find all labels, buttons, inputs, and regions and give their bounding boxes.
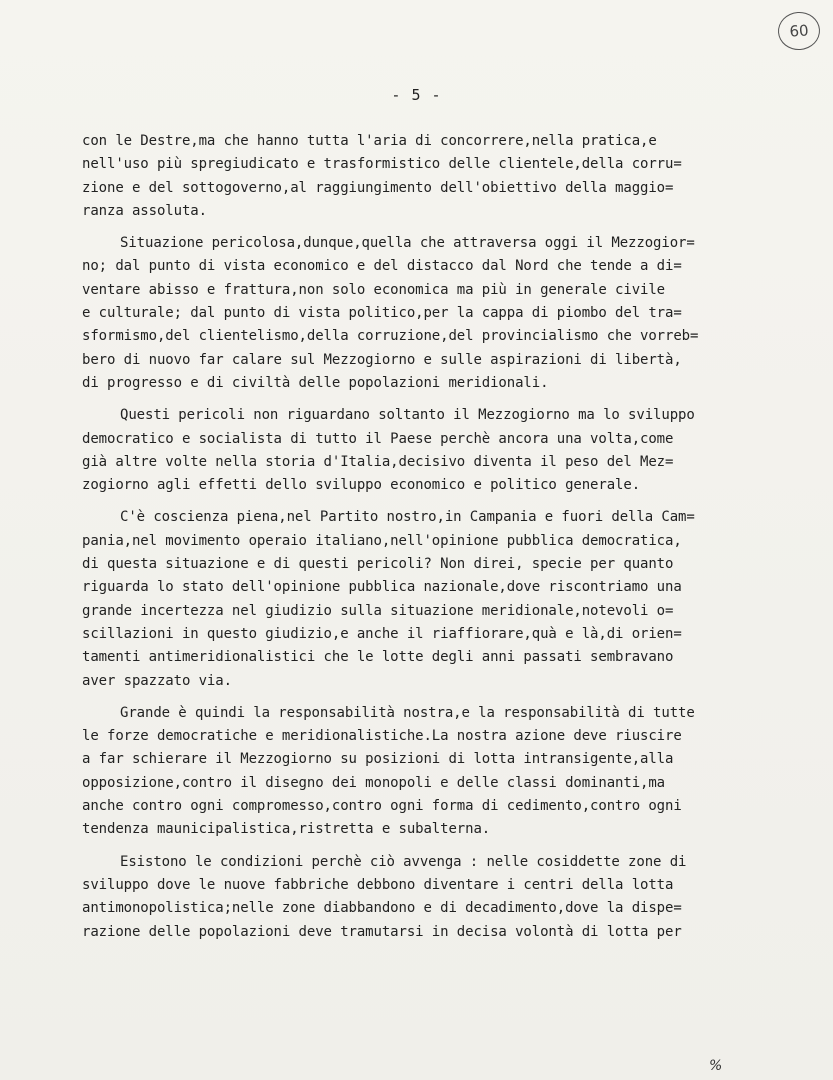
text-line: opposizione,contro il disegno dei monopoli e delle classi dominanti,ma bbox=[82, 774, 666, 791]
text-line: scillazioni in questo giudizio,e anche il riaffiorare,quà e là,di orien= bbox=[82, 625, 682, 642]
text-line: pania,nel movimento operaio italiano,nell'opinione pubblica democratica, bbox=[82, 532, 682, 549]
text-line: bero di nuovo far calare sul Mezzogiorno e sulle aspirazioni di libertà, bbox=[82, 351, 682, 368]
text-line: anche contro ogni compromesso,contro ogni forma di cedimento,contro ogni bbox=[82, 798, 682, 815]
text-line: già altre volte nella storia d'Italia,decisivo diventa il peso del Mez= bbox=[82, 453, 674, 470]
text-line: tendenza maunicipalistica,ristretta e subalterna. bbox=[82, 821, 491, 838]
paragraph bbox=[82, 130, 792, 223]
text-line: C'è coscienza piena,nel Partito nostro,in Campania e fuori della Cam= bbox=[120, 509, 695, 526]
text-line: con le Destre,ma che hanno tutta l'aria di concorrere,nella pratica,e bbox=[82, 133, 657, 149]
text-line: razione delle popolazioni deve tramutarsi in decisa volontà di lotta per bbox=[82, 923, 682, 940]
text-line: di questa situazione e di questi pericoli? Non direi, specie per quanto bbox=[82, 556, 674, 573]
text-line: no; dal punto di vista economico e del distacco dal Nord che tende a di= bbox=[82, 258, 682, 275]
text-line: antimonopolistica;nelle zone diabbandono e di decadimento,dove la dispe= bbox=[82, 900, 682, 917]
text-line: ventare abisso e frattura,non solo economica ma più in generale civile bbox=[82, 281, 666, 298]
text-line: Esistono le condizioni perchè ciò avvenga : nelle cosiddette zone di bbox=[120, 853, 687, 870]
text-line: le forze democratiche e meridionalistiche.La nostra azione deve riuscire bbox=[82, 728, 682, 745]
paragraph bbox=[82, 232, 792, 395]
text-line: grande incertezza nel giudizio sulla situazione meridionale,notevoli o= bbox=[82, 602, 674, 619]
text-line: Situazione pericolosa,dunque,quella che attraversa oggi il Mezzogior= bbox=[120, 235, 695, 252]
text-line: ranza assoluta. bbox=[82, 202, 207, 219]
text-line: zione e del sottogoverno,al raggiungimento dell'obiettivo della maggio= bbox=[82, 179, 674, 196]
paragraph bbox=[82, 851, 792, 944]
text-line: Questi pericoli non riguardano soltanto il Mezzogiorno ma lo sviluppo bbox=[120, 407, 695, 424]
text-line: di progresso e di civiltà delle popolazioni meridionali. bbox=[82, 374, 549, 391]
body-text bbox=[82, 130, 792, 944]
page-number: - 5 - bbox=[391, 86, 442, 104]
text-line: sviluppo dove le nuove fabbriche debbono diventare i centri della lotta bbox=[82, 876, 674, 893]
text-line: nell'uso più spregiudicato e trasformistico delle clientele,della corru= bbox=[82, 156, 682, 173]
text-line: a far schierare il Mezzogiorno su posizioni di lotta intransigente,alla bbox=[82, 751, 674, 768]
paragraph bbox=[82, 702, 792, 842]
text-line: riguarda lo stato dell'opinione pubblica nazionale,dove riscontriamo una bbox=[82, 579, 682, 596]
text-line: democratico e socialista di tutto il Paese perchè ancora una volta,come bbox=[82, 430, 674, 447]
continuation-mark: % bbox=[709, 1058, 723, 1074]
paragraph bbox=[82, 506, 792, 692]
text-line: tamenti antimeridionalistici che le lotte degli anni passati sembravano bbox=[82, 649, 674, 666]
text-line: zogiorno agli effetti dello sviluppo economico e politico generale. bbox=[82, 477, 641, 494]
paragraph bbox=[82, 404, 792, 497]
text-line: sformismo,del clientelismo,della corruzione,del provincialismo che vorreb= bbox=[82, 328, 699, 345]
text-line: Grande è quindi la responsabilità nostra,e la responsabilità di tutte bbox=[120, 704, 695, 721]
text-line: aver spazzato via. bbox=[82, 672, 232, 689]
text-line: e culturale; dal punto di vista politico,per la cappa di piombo del tra= bbox=[82, 305, 682, 322]
page-stamp: 60 bbox=[777, 11, 822, 52]
